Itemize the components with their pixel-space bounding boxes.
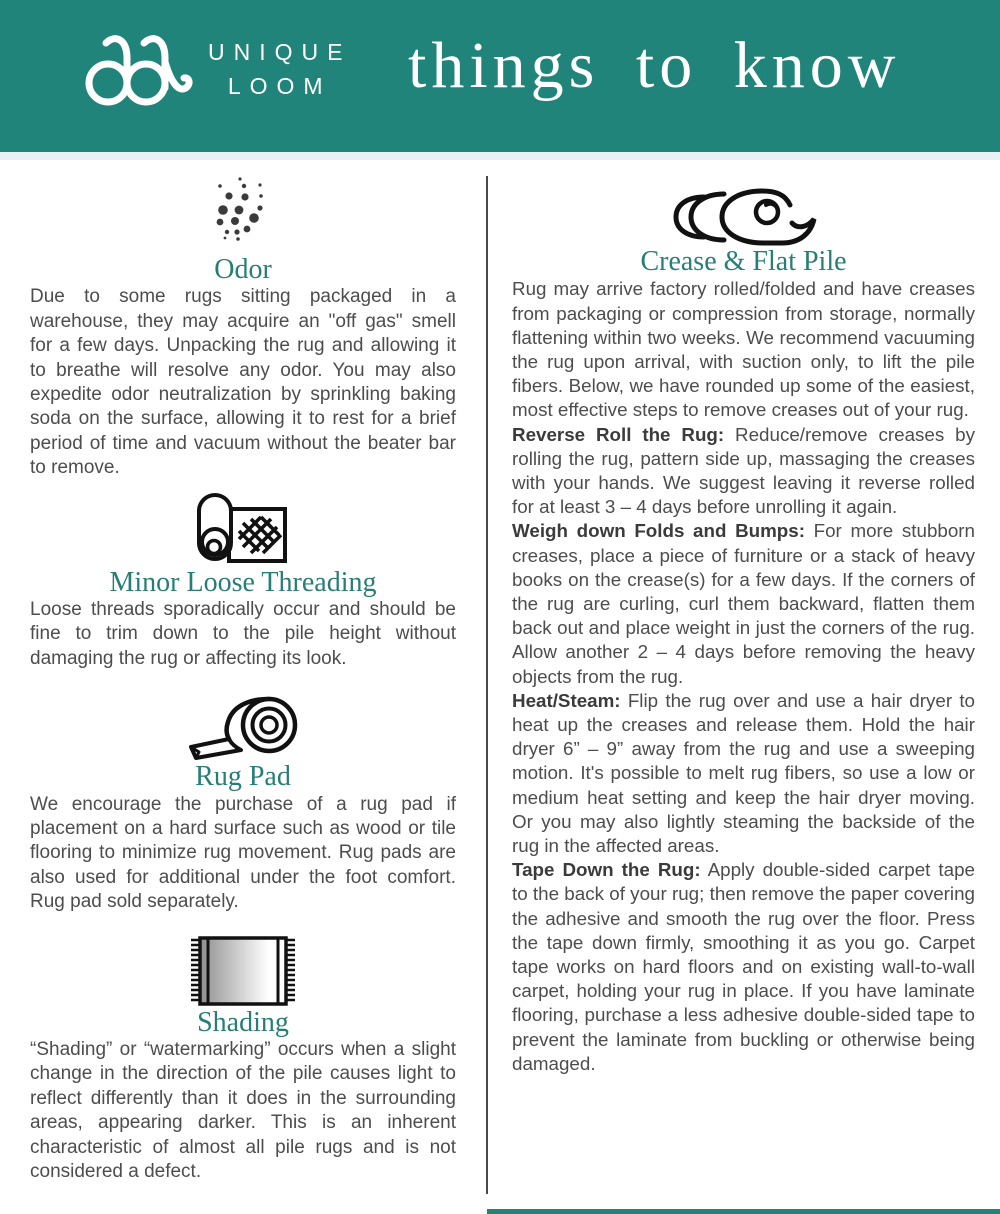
bottom-accent-bar: [487, 1209, 1000, 1214]
tip-heat-steam-label: Heat/Steam:: [512, 689, 621, 711]
rug-pad-body-text: We encourage the purchase of a rug pad if placement on a hard surface such as wood or tile flooring to minimize rug movement. Rug pads are also used for additional under the foot comfort. Rug pad sold separately.: [30, 793, 456, 913]
tip-reverse-roll-text: Reduce/remove creases by rolling the rug, pattern side up, massaging the creases with your hands. We suggest leaving it reverse rolled for at least 3 – 4 days before unrolling it again.: [512, 423, 975, 518]
page-title: things to know: [408, 29, 901, 102]
shading-heading: Shading: [197, 1006, 289, 1038]
odor-body-text: Due to some rugs sitting packaged in a warehouse, they may acquire an "off gas" smell for a few days. Unpacking the rug and allowing it to breathe will resolve any odor. You may also expedite odor neutralization by sprinkling baking soda on the surface, allowing it to rest for a brief period of time and vacuum without the beater bar to remove.: [30, 286, 456, 479]
rolled-rug-pattern-icon: [30, 491, 456, 567]
fringed-rug-shading-icon: [30, 935, 456, 1007]
odor-particles-icon: [30, 174, 456, 254]
tip-tape-down: [512, 858, 975, 1076]
tip-heat-steam: [512, 689, 975, 858]
tip-weigh-down-label: Weigh down Folds and Bumps:: [512, 520, 805, 542]
odor-heading: Odor: [214, 254, 272, 285]
tip-tape-down-text: Apply double-sided carpet tape to the back of your rug; then remove the paper covering the adhesive and smooth the rug over the floor. Press the tape down firmly, smoothing it as you go. Carpet tape works on hard floors and on existing wall-to-wall carpet, holding your rug in place. If you have laminate flooring, purchase a less adhesive double-sided tape to prevent the laminate from buckling or otherwise being damaged.: [512, 859, 975, 1074]
tip-tape-down-label: Tape Down the Rug:: [512, 859, 701, 881]
rolled-rug-side-icon: [512, 188, 975, 246]
crease-heading: Crease & Flat Pile: [640, 246, 847, 277]
tip-weigh-down-text: For more stubborn creases, place a piece of furniture or a stack of heavy books on the crease(s) for a few days. If the corners of the rug are curling, curl them backward, flatten them back out and place weight in just the corners of the rug. Allow another 2 – 4 days before removing the heavy objects from the rug.: [512, 520, 975, 687]
tip-reverse-roll-label: Reverse Roll the Rug:: [512, 423, 725, 445]
tip-weigh-down: [512, 519, 975, 688]
rug-pad-heading: Rug Pad: [195, 761, 291, 793]
threading-body-text: Loose threads sporadically occur and should be fine to trim down to the pile height without damaging the rug or affecting its look.: [30, 598, 456, 669]
tip-heat-steam-text: Flip the rug over and use a hair dryer to heat up the creases and release them. Hold the hair dryer 6” – 9” away from the rug and use a sweeping motion. It's possible to melt rug fibers, so use a low or medium heat setting and keep the hair dryer moving. Or you may also lightly steaming the backside of the rug in the affected areas.: [512, 689, 975, 857]
rug-pad-roll-icon: [30, 695, 456, 761]
crease-intro-text: Rug may arrive factory rolled/folded and have creases from packaging or compression from storage, normally flattening within two weeks. We recommend vacuuming the rug upon arrival, with suction only, to lift the pile fibers. Below, we have rounded up some of the easiest, most effective steps to remove creases out of your rug.: [512, 278, 975, 421]
brand-line-2: LOOM: [227, 73, 332, 99]
right-column: [512, 0, 975, 1076]
tip-reverse-roll: [512, 423, 975, 520]
shading-body-text: “Shading” or “watermarking” occurs when a slight change in the direction of the pile causes light to reflect differently than it does in the surrounding areas, appearing darker. This is an inherent characteristic of almost all pile rugs and is not considered a defect.: [30, 1038, 456, 1182]
threading-heading: Minor Loose Threading: [109, 566, 377, 598]
brand-line-1: UNIQUE: [208, 38, 352, 65]
left-column: [30, 0, 456, 1184]
column-divider: [486, 176, 488, 1194]
